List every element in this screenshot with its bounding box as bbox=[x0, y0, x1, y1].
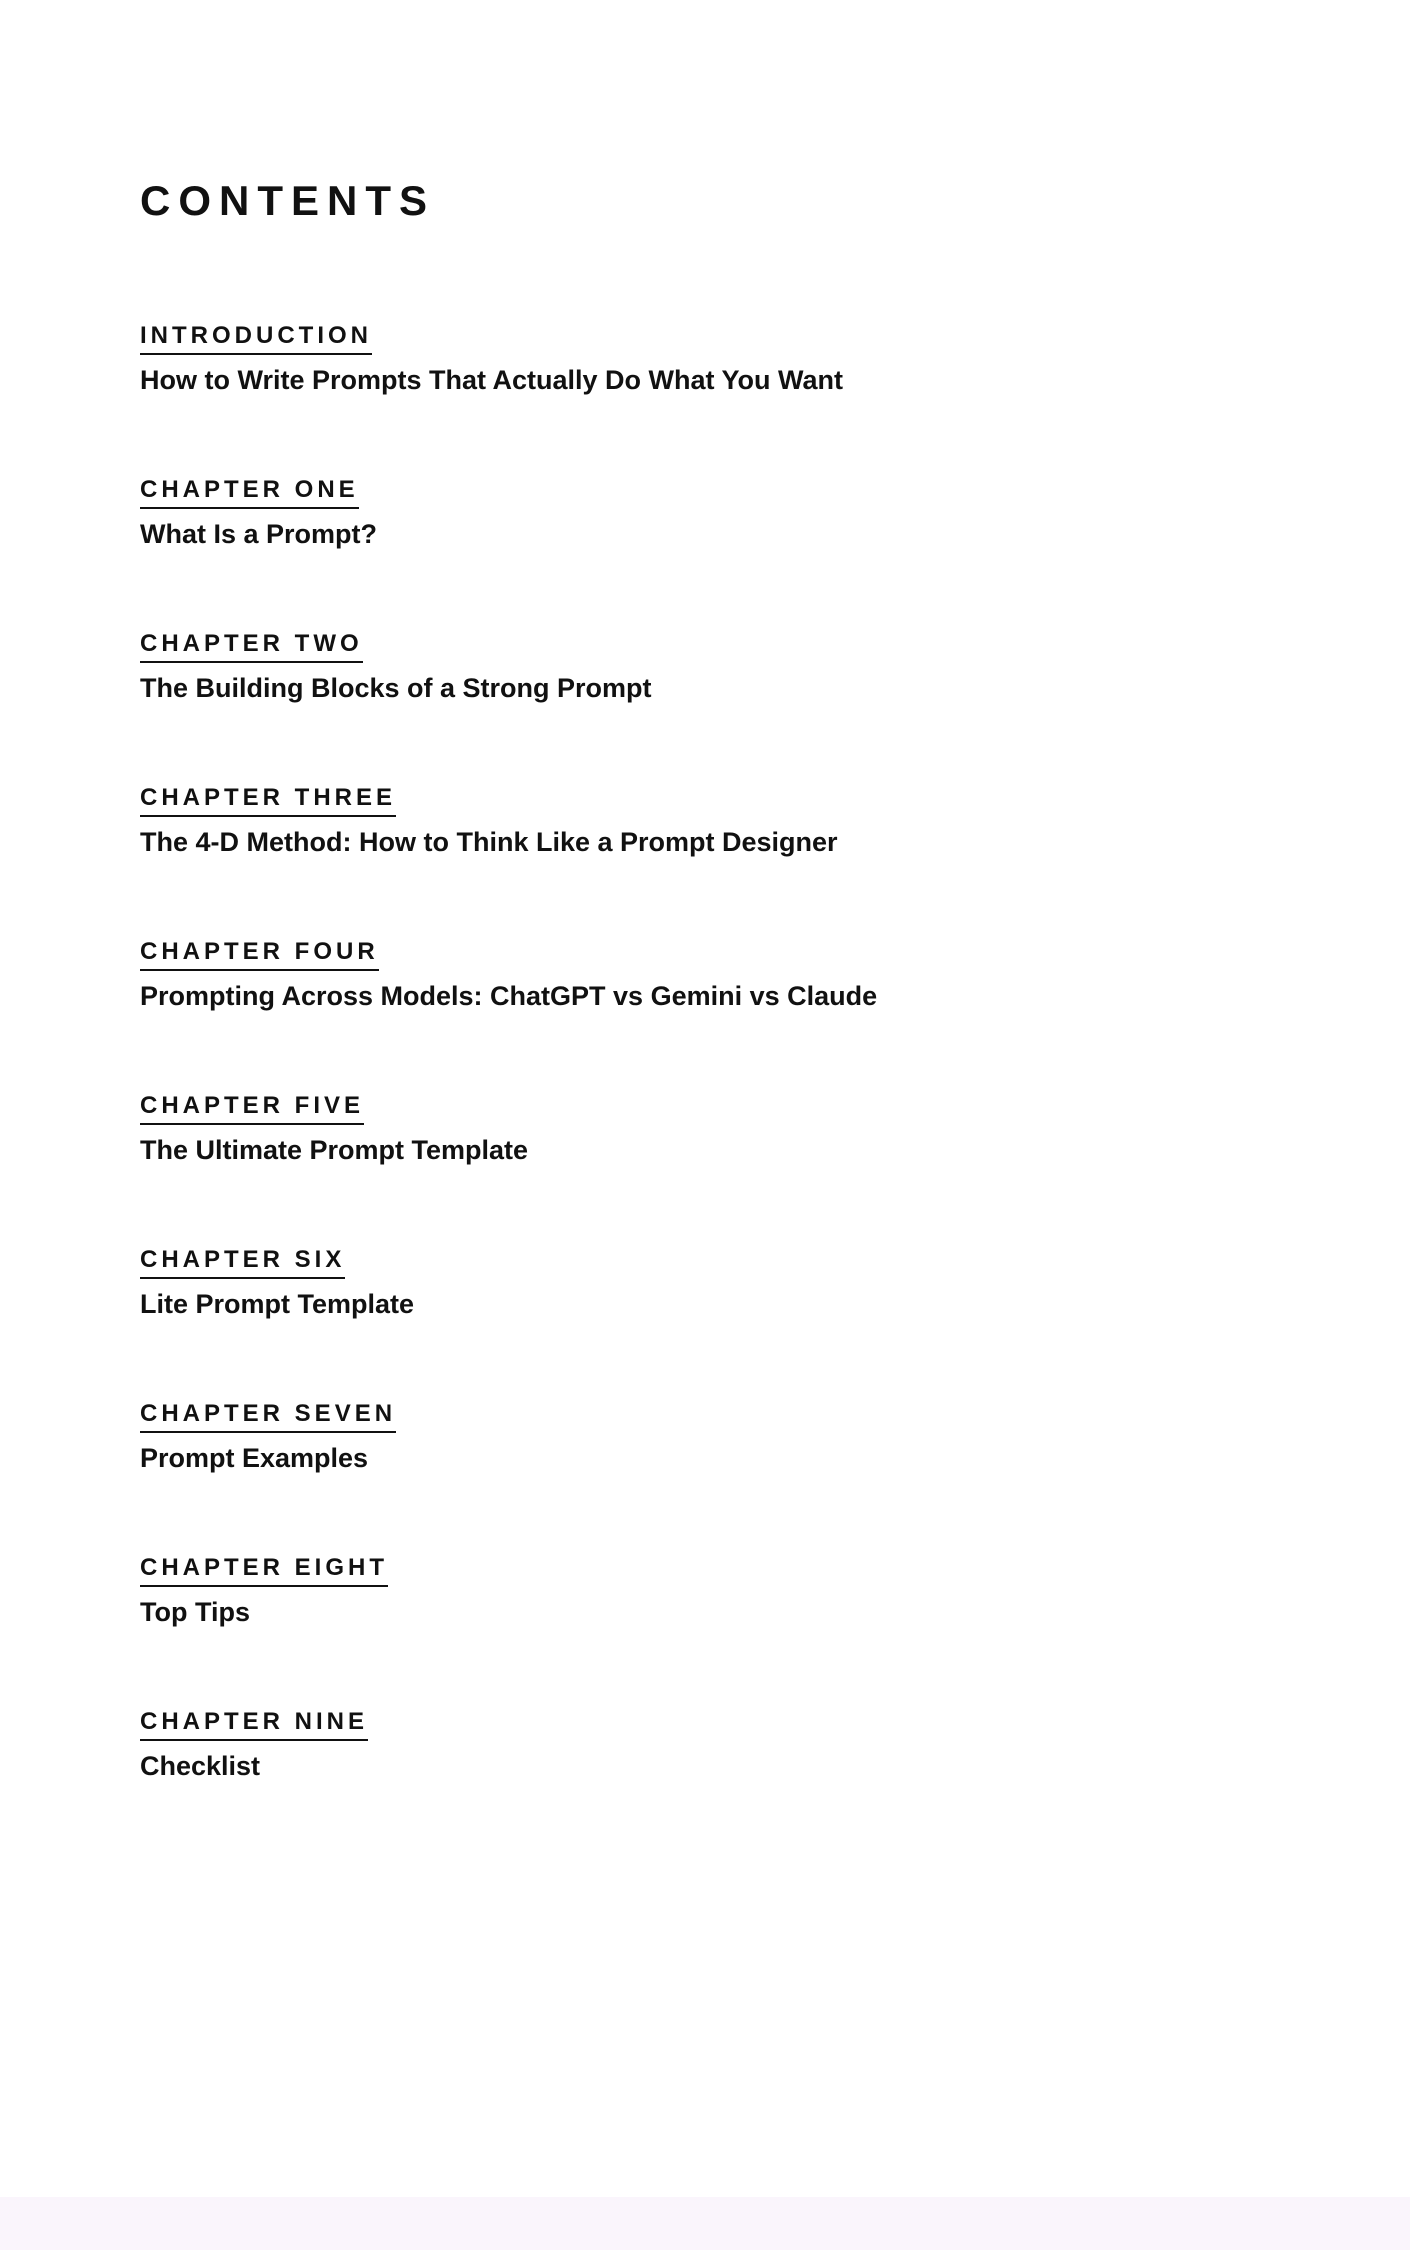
toc-entry bbox=[140, 1710, 1310, 1780]
toc-link-introduction[interactable]: INTRODUCTION bbox=[140, 324, 372, 355]
toc-link-chapter-nine[interactable]: CHAPTER NINE bbox=[140, 1710, 368, 1741]
chapter-subtitle: How to Write Prompts That Actually Do What You Want bbox=[140, 365, 844, 395]
toc-entry bbox=[140, 1094, 1310, 1164]
toc-link-chapter-four[interactable]: CHAPTER FOUR bbox=[140, 940, 379, 971]
chapter-subtitle: The Building Blocks of a Strong Prompt bbox=[140, 673, 652, 703]
chapter-subtitle: What Is a Prompt? bbox=[140, 519, 378, 549]
toc-link-chapter-seven[interactable]: CHAPTER SEVEN bbox=[140, 1402, 396, 1433]
toc-entry bbox=[140, 632, 1310, 702]
chapter-subtitle: Lite Prompt Template bbox=[140, 1289, 415, 1319]
toc-entry bbox=[140, 1248, 1310, 1318]
chapter-subtitle: The 4-D Method: How to Think Like a Prompt Designer bbox=[140, 827, 838, 857]
toc-entry bbox=[140, 478, 1310, 548]
toc-link-chapter-three[interactable]: CHAPTER THREE bbox=[140, 786, 396, 817]
footer-accent-bar bbox=[0, 2197, 1410, 2250]
toc-link-chapter-eight[interactable]: CHAPTER EIGHT bbox=[140, 1556, 388, 1587]
toc-entry bbox=[140, 1556, 1310, 1626]
chapter-subtitle: Top Tips bbox=[140, 1597, 250, 1627]
toc-link-chapter-two[interactable]: CHAPTER TWO bbox=[140, 632, 363, 663]
toc-entry bbox=[140, 786, 1310, 856]
chapter-subtitle: Prompting Across Models: ChatGPT vs Gemini vs Claude bbox=[140, 981, 878, 1011]
chapter-subtitle: Checklist bbox=[140, 1751, 261, 1781]
toc-link-chapter-five[interactable]: CHAPTER FIVE bbox=[140, 1094, 364, 1125]
toc-entry bbox=[140, 940, 1310, 1010]
chapter-subtitle: Prompt Examples bbox=[140, 1443, 369, 1473]
toc-link-chapter-six[interactable]: CHAPTER SIX bbox=[140, 1248, 345, 1279]
toc-link-chapter-one[interactable]: CHAPTER ONE bbox=[140, 478, 359, 509]
page-title: CONTENTS bbox=[140, 177, 435, 224]
toc-entry bbox=[140, 324, 1310, 394]
toc-entry bbox=[140, 1402, 1310, 1472]
chapter-subtitle: The Ultimate Prompt Template bbox=[140, 1135, 529, 1165]
